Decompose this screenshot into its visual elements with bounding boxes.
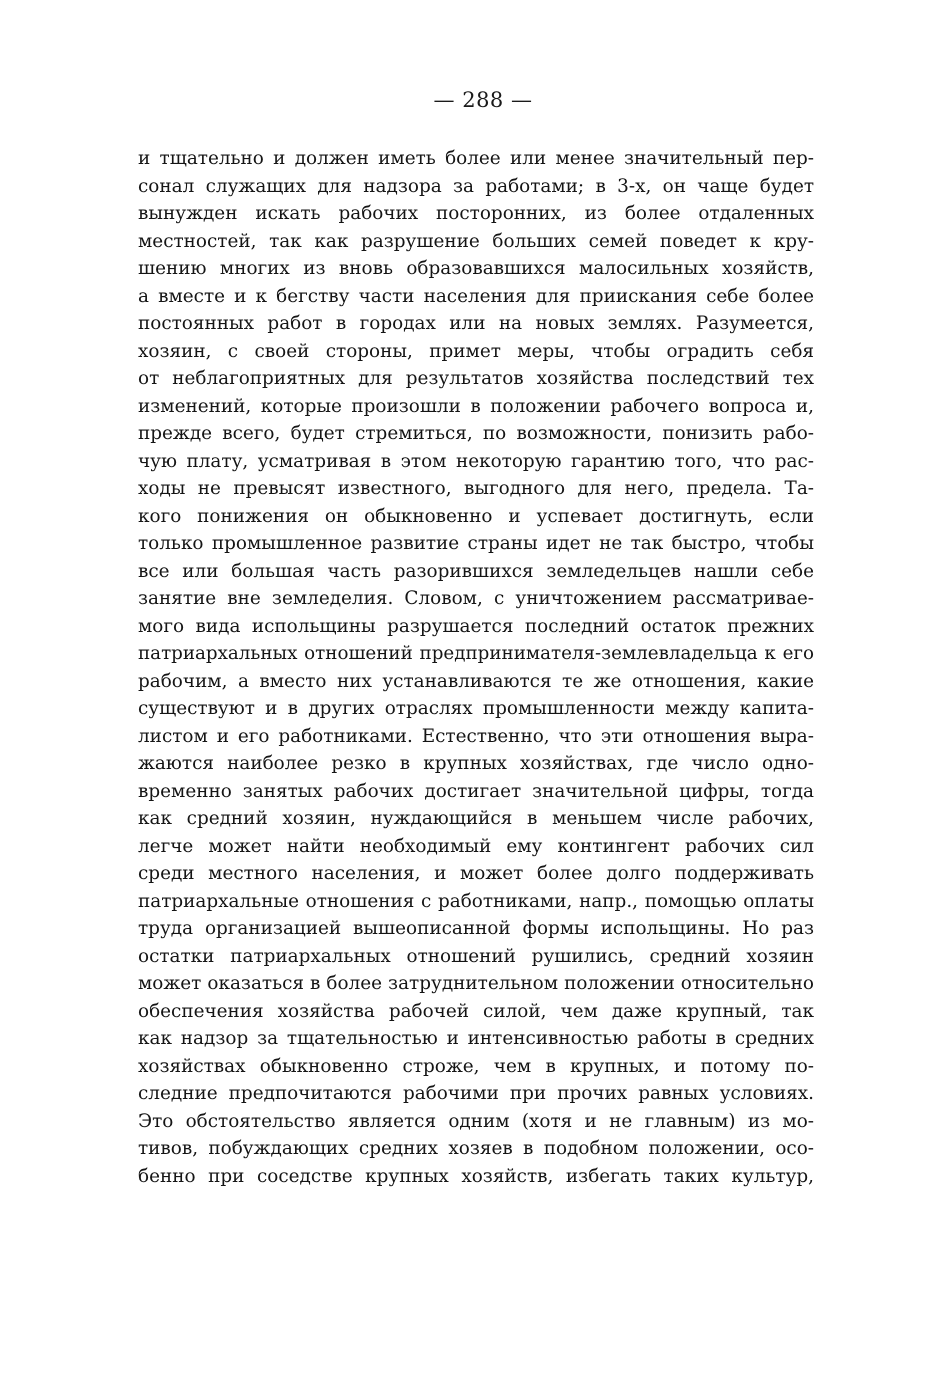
text-line: сонал служащих для надзора за работами; в 3-х, он чаще будет <box>138 175 814 197</box>
text-line: бенно при соседстве крупных хозяйств, избегать таких культур, <box>138 1165 814 1187</box>
text-line: прежде всего, будет стремиться, по возможности, понизить рабо- <box>138 423 814 444</box>
text-line: существуют и в других отраслях промышленности между капита- <box>138 698 814 719</box>
text-line: мого вида испольщины разрушается последний остаток прежних <box>138 615 814 637</box>
text-line: временно занятых рабочих достигает значительной цифры, тогда <box>138 780 814 802</box>
text-line: местностей, так как разрушение больших семей поведет к кру- <box>138 230 814 252</box>
text-line: все или большая часть разорившихся земледельцев нашли себе <box>138 560 814 582</box>
text-line: может оказаться в более затруднительном положении относительно <box>138 973 814 994</box>
text-line: патриархальные отношения с работниками, напр., помощью оплаты <box>138 890 814 912</box>
text-line: хозяин, с своей стороны, примет меры, чтобы оградить себя <box>138 340 814 362</box>
text-line: занятие вне земледелия. Словом, с уничтожением рассматривае- <box>138 588 814 609</box>
text-line: легче может найти необходимый ему контингент рабочих сил <box>138 835 814 857</box>
text-line: изменений, которые произошли в положении рабочего вопроса и, <box>138 395 814 417</box>
text-line: обеспечения хозяйства рабочей силой, чем даже крупный, так <box>138 1000 814 1022</box>
text-line: кого понижения он обыкновенно и успевает достигнуть, если <box>138 505 814 527</box>
text-line: чую плату, усматривая в этом некоторую гарантию того, что рас- <box>138 450 814 472</box>
text-line: листом и его работниками. Естественно, что эти отношения выра- <box>138 725 814 747</box>
text-line: как средний хозяин, нуждающийся в меньшем числе рабочих, <box>138 808 814 829</box>
text-line: шению многих из вновь образовавшихся малосильных хозяйств, <box>138 258 814 279</box>
text-line: Это обстоятельство является одним (хотя и не главным) из мо- <box>138 1110 814 1132</box>
text-line: ходы не превысят известного, выгодного для него, предела. Та- <box>138 478 814 499</box>
text-line: патриархальных отношений предпринимателя-землевладельца к его <box>138 643 814 664</box>
text-line: рабочим, а вместо них устанавливаются те же отношения, какие <box>138 670 814 692</box>
text-line: среди местного населения, и может более долго поддерживать <box>138 863 814 884</box>
text-line: остатки патриархальных отношений рушились, средний хозяин <box>138 945 814 967</box>
body-text <box>138 145 814 1190</box>
text-line: следние предпочитаются рабочими при прочих равных условиях. <box>138 1083 814 1104</box>
text-line: хозяйствах обыкновенно строже, чем в крупных, и потому по- <box>138 1055 814 1077</box>
text-line: вынужден искать рабочих посторонних, из более отдаленных <box>138 203 814 224</box>
text-line: жаются наиболее резко в крупных хозяйствах, где число одно- <box>138 753 814 774</box>
page-number: — 288 — <box>433 88 533 112</box>
text-line: и тщательно и должен иметь более или менее значительный пер- <box>138 148 814 169</box>
text-line: от неблагоприятных для результатов хозяйства последствий тех <box>138 368 814 389</box>
text-line: тивов, побуждающих средних хозяев в подобном положении, осо- <box>138 1138 814 1159</box>
text-line: только промышленное развитие страны идет не так быстро, чтобы <box>138 533 814 554</box>
text-line: труда организацией вышеописанной формы испольщины. Но раз <box>138 918 814 939</box>
text-line: постоянных работ в городах или на новых землях. Разумеется, <box>138 313 814 334</box>
text-line: а вместе и к бегству части населения для приискания себе более <box>138 285 814 307</box>
text-line: как надзор за тщательностью и интенсивностью работы в средних <box>138 1028 814 1049</box>
